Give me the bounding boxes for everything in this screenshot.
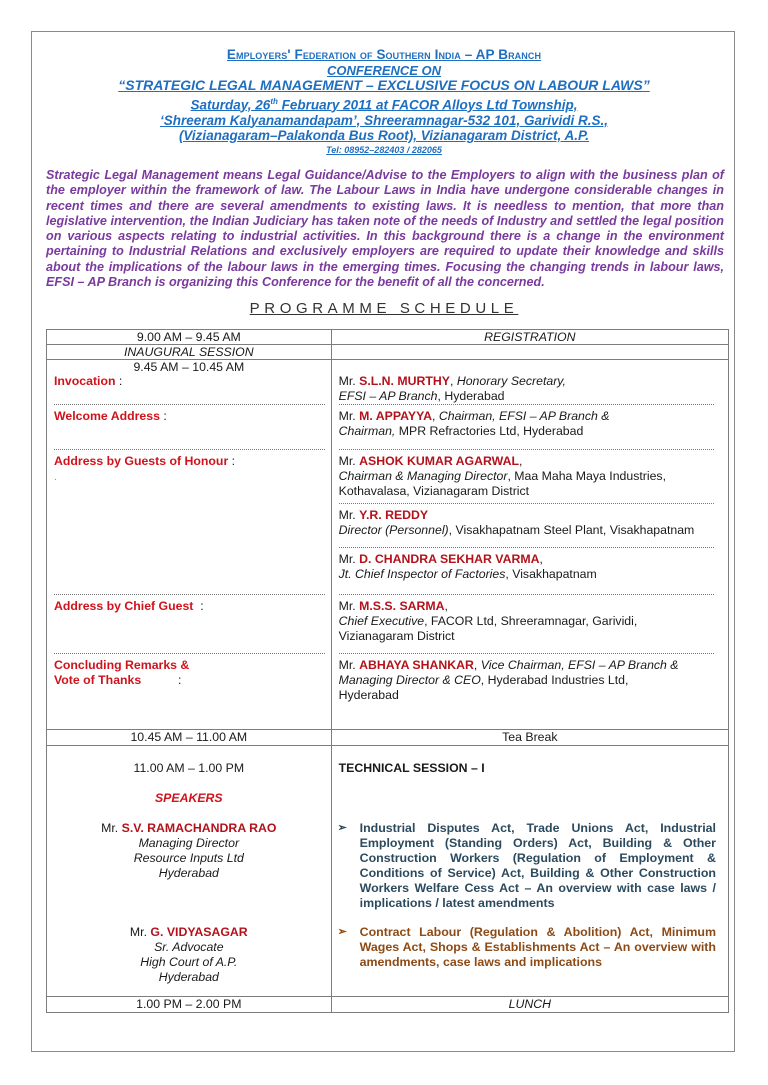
honorific: Mr. (338, 599, 360, 613)
speaker-location: Vizianagaram District (338, 629, 455, 643)
arrow-bullet-icon: ➢ (337, 926, 347, 938)
speaker-title: Director (Personnel) (338, 523, 449, 537)
speaker-name: ABHAYA SHANKAR (359, 658, 474, 672)
speaker-title: Chief Executive (338, 614, 425, 628)
role-chief-guest (47, 595, 331, 653)
technical-time: 11.00 AM – 1.00 PM (133, 761, 245, 775)
topic-text: Industrial Disputes Act, Trade Unions Act, Industrial Employment (Standing Orders) Act, Building & Other Construction Workers (Regulation of Employment & Conditions of Service) Act, Building & Other Construction Workers Welfare Cess Act – An overview with case laws / implications / latest amendments (359, 821, 716, 910)
speaker-name: S.L.N. MURTHY (359, 374, 450, 388)
conference-date (31, 94, 737, 113)
inaugural-time: 9.45 AM – 10.45 AM (133, 360, 245, 374)
colon: : (163, 409, 167, 423)
role-invocation (47, 374, 331, 404)
schedule-title-text: PROGRAMME SCHEDULE (249, 300, 519, 317)
speaker-org: , Hyderabad Industries Ltd, (480, 673, 629, 687)
speaker-org: Resource Inputs Ltd (133, 851, 244, 865)
role-label: Address by Guests of Honour (54, 454, 229, 468)
speaker-org: , Visakhapatnam (505, 567, 597, 581)
conference-venue: ‘Shreeram Kalyanamandapam’, Shreeramnagar-532 101, Garividi R.S., (160, 112, 608, 128)
inaugural-roles-cell (47, 360, 332, 730)
table-row-lunch (47, 997, 729, 1013)
technical-speaker-1 (47, 806, 331, 925)
speaker-name: D. CHANDRA SEKHAR VARMA (359, 552, 540, 566)
guest-of-honour-3 (332, 548, 728, 594)
punct: , (518, 454, 523, 468)
date-suffix-sup: th (270, 96, 278, 106)
honorific: Mr. (338, 409, 360, 423)
speaker-designation: Managing Director (138, 836, 240, 850)
organization-name: Employers' Federation of Southern India – AP Branch (226, 47, 542, 62)
speaker-org: , Maa Maha Maya Industries, (507, 469, 667, 483)
colon: : (231, 454, 236, 468)
speaker-designation: Sr. Advocate (154, 940, 224, 954)
role-label: Address by Chief Guest (54, 599, 194, 613)
role-label-line1: Concluding Remarks & (54, 658, 190, 672)
punct: , (449, 374, 457, 388)
intro-paragraph: Strategic Legal Management means Legal Guidance/Advise to the Employers to align with the business plan of the employer within the framework of law. The Labour Laws in India have undergone considerable changes in recent times and there are several amendments to existing laws. It is needless to mention, that more than legislative intervention, the Indian Judiciary has taken note of the needs of Industry and settled the legal position on various aspects relating to industrial activities. In this background there is a change in the environment pertaining to Industrial Relations and exclusively employers are required to update their knowledge and skills about the implications of the labour laws in the emerging times. Focusing the changing trends in labour laws, EFSI – AP Branch is organizing this Conference for the benefit of all the concerned. (46, 168, 724, 290)
speaker-title: Chairman & Managing Director (338, 469, 508, 483)
speaker-title: Honorary Secretary, (456, 374, 566, 388)
technical-session-title: TECHNICAL SESSION – I (338, 761, 485, 775)
table-row-inaugural (47, 360, 729, 730)
table-row-technical (47, 746, 729, 997)
conference-on-label: CONFERENCE ON (326, 62, 442, 78)
registration-label: REGISTRATION (331, 330, 728, 345)
honorific: Mr. (338, 374, 360, 388)
punct: , (444, 599, 448, 613)
topic-text: Contract Labour (Regulation & Abolition) Act, Minimum Wages Act, Shops & Establishments Act – An overview with amendments, case laws and implications (359, 925, 716, 969)
table-row-registration (47, 330, 729, 345)
tea-time: 10.45 AM – 11.00 AM (47, 730, 332, 746)
schedule-title (31, 300, 737, 317)
concluding-speaker (332, 654, 728, 703)
speaker-location: Hyderabad (158, 866, 219, 880)
punct: , (539, 552, 543, 566)
speaker-title-2: Managing Director & CEO (338, 673, 481, 687)
speaker-org: , Visakhapatnam Steel Plant, Visakhapatnam (448, 523, 695, 537)
speaker-title: Jt. Chief Inspector of Factories (338, 567, 506, 581)
technical-topics-cell (331, 746, 728, 997)
conference-theme: “STRATEGIC LEGAL MANAGEMENT – EXCLUSIVE FOCUS ON LABOUR LAWS” (118, 77, 650, 93)
speaker-org-italic: Chairman, (338, 424, 396, 438)
speaker-title: Vice Chairman, EFSI – AP Branch & (480, 658, 679, 672)
honorific: Mr. (338, 658, 360, 672)
role-concluding (47, 654, 331, 688)
stray-mark: . (54, 472, 57, 483)
document-header (31, 47, 737, 156)
lunch-time: 1.00 PM – 2.00 PM (47, 997, 332, 1013)
role-label: Invocation (54, 374, 116, 388)
speaker-name: ASHOK KUMAR AGARWAL (359, 454, 519, 468)
lunch-label: LUNCH (331, 997, 728, 1013)
guest-of-honour-1 (332, 450, 728, 503)
speaker-name: M. APPAYYA (359, 409, 433, 423)
speaker-welcome (332, 405, 728, 449)
honorific: Mr. (338, 508, 360, 522)
technical-speaker-2 (47, 925, 331, 985)
date-rest: February 2011 at FACOR Alloys Ltd Township, (277, 97, 578, 112)
honorific: Mr. (338, 552, 360, 566)
arrow-bullet-icon: ➢ (337, 822, 347, 834)
honorific: Mr. (101, 821, 122, 835)
role-label-line2: Vote of Thanks (54, 673, 142, 687)
speaker-org: , FACOR Ltd, Shreeramnagar, Garividi, (424, 614, 638, 628)
speaker-location: Hyderabad (338, 688, 399, 702)
chief-guest (332, 595, 728, 653)
honorific: Mr. (338, 454, 360, 468)
table-row-tea-break (47, 730, 729, 746)
speaker-title: Chairman, EFSI – AP Branch & (438, 409, 610, 423)
topic-2 (332, 925, 728, 970)
guest-of-honour-2 (332, 504, 728, 547)
role-welcome (47, 405, 331, 449)
topic-1 (332, 821, 728, 925)
speaker-location: Kothavalasa, Vizianagaram District (338, 484, 530, 498)
speakers-heading: SPEAKERS (154, 791, 223, 805)
telephone: Tel: 08952–282403 / 282065 (326, 144, 442, 155)
speaker-org: MPR Refractories Ltd, Hyderabad (395, 424, 584, 438)
colon: : (178, 673, 182, 687)
speaker-org-italic: EFSI – AP Branch (338, 389, 438, 403)
role-guests (47, 450, 331, 594)
speaker-org: , Hyderabad (437, 389, 505, 403)
speaker-name: G. VIDYASAGAR (150, 925, 248, 939)
colon: : (200, 599, 204, 613)
technical-speakers-cell (47, 746, 332, 997)
speaker-name: M.S.S. SARMA (359, 599, 445, 613)
empty-cell (331, 345, 728, 360)
colon: : (118, 374, 123, 388)
speaker-invocation (332, 374, 728, 404)
tea-label: Tea Break (331, 730, 728, 746)
role-label: Welcome Address (54, 409, 160, 423)
speaker-name: Y.R. REDDY (359, 508, 429, 522)
punct: , (432, 409, 439, 423)
conference-place: (Vizianagaram–Palakonda Bus Root), Vizianagaram District, A.P. (178, 128, 590, 143)
registration-time: 9.00 AM – 9.45 AM (47, 330, 332, 345)
honorific: Mr. (129, 925, 151, 939)
speaker-location: Hyderabad (158, 970, 219, 984)
inaugural-speakers-cell (331, 360, 728, 730)
speaker-org: High Court of A.P. (140, 955, 238, 969)
date-prefix: Saturday, 26 (190, 97, 271, 112)
schedule-table (46, 329, 729, 1013)
inaugural-session-label: INAUGURAL SESSION (47, 345, 332, 360)
speaker-name: S.V. RAMACHANDRA RAO (121, 821, 277, 835)
punct: , (473, 658, 481, 672)
table-row-inaugural-header (47, 345, 729, 360)
